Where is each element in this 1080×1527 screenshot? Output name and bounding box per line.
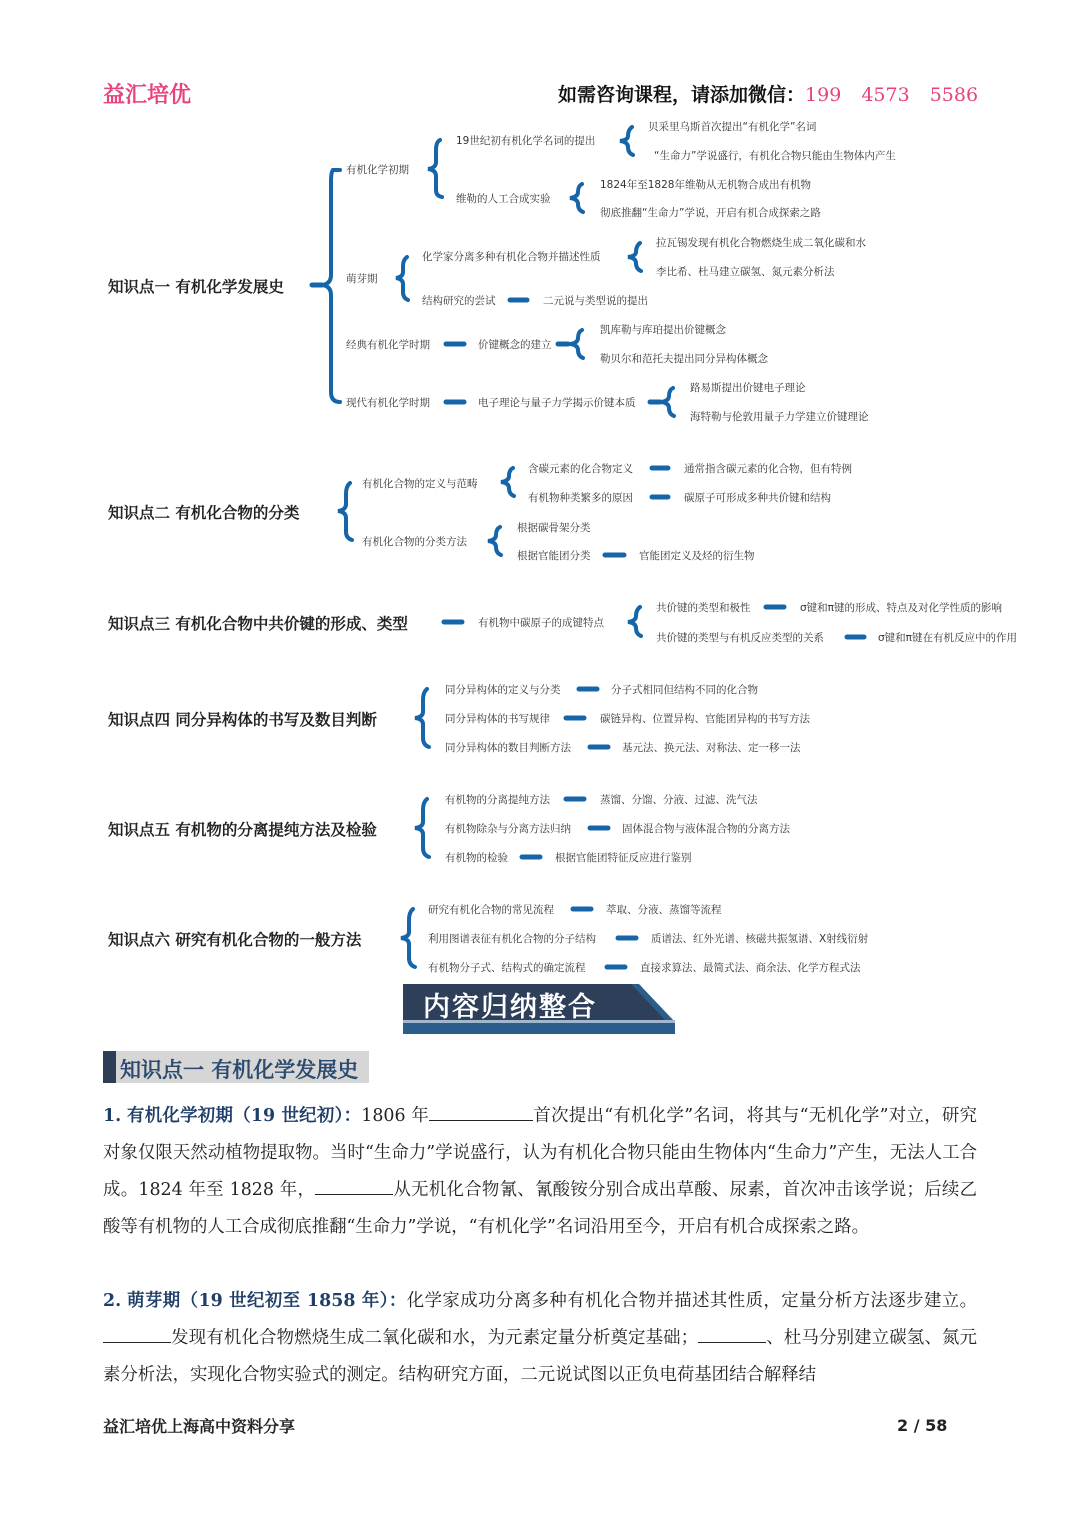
p2-number: 2. [103,1291,122,1311]
kp2-b2-s2: 根据官能团分类 [517,550,591,562]
kp3-s1l: σ键和π键的形成、特点及对化学性质的影响 [800,602,1002,614]
banner-title: 内容归纳整合 [423,992,597,1023]
kp6-s1: 研究有机化合物的常见流程 [428,904,554,916]
summary-banner [403,984,675,1034]
kp3-s2: 共价键的类型与有机反应类型的关系 [656,632,824,644]
kp4-s1l: 分子式相同但结构不同的化合物 [611,684,758,696]
kp1-brace [322,170,340,402]
kp2-b1-label: 有机化合物的定义与范畴 [362,478,478,490]
kp5-s1l: 蒸馏、分馏、分液、过滤、洗气法 [600,794,758,806]
kp4-s2l: 碳链异构、位置异构、官能团异构的书写方法 [600,713,810,725]
kp2-b2-s1: 根据碳骨架分类 [517,522,591,534]
kp6-title: 知识点六 研究有机化合物的一般方法 [108,931,362,949]
kp6-s2: 利用图谱表征有机化合物的分子结构 [428,933,596,945]
kp1-b4-mid: 电子理论与量子力学揭示价键本质 [478,397,636,409]
kp4-s3: 同分异构体的数目判断方法 [445,742,571,754]
kp1-b2-s1-label: 化学家分离多种有机化合物并描述性质 [422,251,601,263]
kp1-b4-label: 现代有机化学时期 [346,397,430,409]
kp1-b3-l2: 勒贝尔和范托夫提出同分异构体概念 [600,353,768,365]
kp4-s2: 同分异构体的书写规律 [445,713,550,725]
answer-blank[interactable] [429,1102,533,1121]
kp6-s3: 有机物分子式、结构式的确定流程 [428,962,586,974]
kp5-s3l: 根据官能团特征反应进行鉴别 [555,852,692,864]
kp2-b1-s2: 有机物种类繁多的原因 [528,492,633,504]
kp1-b1-s1-label: 19世纪初有机化学名词的提出 [456,135,596,147]
kp1-b1-s2-l2: 彻底推翻“生命力”学说，开启有机合成探索之路 [600,207,821,219]
kp5-s2: 有机物除杂与分离方法归纳 [445,823,571,835]
kp1-b2-s1-l2: 李比希、杜马建立碳氢、氮元素分析法 [656,266,835,278]
kp4-title: 知识点四 同分异构体的书写及数目判断 [108,711,377,729]
contact-label: 如需咨询课程，请添加微信： [558,84,806,106]
wechat-number: 199 4573 5586 [805,84,979,106]
p1-number: 1. [103,1106,122,1126]
kp5-s2l: 固体混合物与液体混合物的分离方法 [622,823,790,835]
answer-blank[interactable] [698,1324,766,1343]
answer-blank[interactable] [315,1176,393,1195]
page-number: 2 / 58 [897,1416,948,1435]
kp1-b3-label: 经典有机化学时期 [346,339,430,351]
kp1-b2-s1-l1: 拉瓦锡发现有机化合物燃烧生成二氧化碳和水 [656,237,866,249]
kp3-title: 知识点三 有机化合物中共价键的形成、类型 [108,615,408,633]
kp1-b4-l2: 海特勒与伦敦用量子力学建立价键理论 [690,411,869,423]
section-header-bar [103,1051,116,1083]
kp1-b3-mid: 价键概念的建立 [478,339,552,351]
kp4-s3l: 基元法、换元法、对称法、定一移一法 [622,742,801,754]
kp1-b1-label: 有机化学初期 [346,164,409,176]
kp5-title: 知识点五 有机物的分离提纯方法及检验 [108,821,377,839]
kp3-s2l: σ键和π键在有机反应中的作用 [878,632,1017,644]
p1-text-2: 首次提出“有机化学”名词，将其与“无机化学”对立，研究对象仅限天然动植物提取物。当时“生命力”学说盛行，认为有机化合物只能由生物体内“生命力”产生，无法人工合成。1824 年至 1828 年， [103,1106,977,1200]
kp1-b2-s2-label: 结构研究的尝试 [422,295,496,307]
section-title: 知识点一 有机化学发展史 [120,1058,359,1082]
kp2-b2-s2l: 官能团定义及烃的衍生物 [639,550,755,562]
kp3-mid: 有机物中碳原子的成键特点 [478,617,604,629]
kp5-s1: 有机物的分离提纯方法 [445,794,550,806]
answer-blank[interactable] [103,1324,171,1343]
kp6-s2l: 质谱法、红外光谱、核磁共振氢谱、X射线衍射 [651,933,869,945]
kp5-s3: 有机物的检验 [445,852,508,864]
kp2-b1-s1l: 通常指含碳元素的化合物，但有特例 [684,463,852,475]
kp1-b3-l1: 凯库勒与库珀提出价键概念 [600,324,726,336]
section-header [103,1051,369,1083]
kp2-b1-s1: 含碳元素的化合物定义 [528,463,633,475]
p2-text-2: 发现有机化合物燃烧生成二氧化碳和水，为元素定量分析奠定基础； [171,1328,699,1348]
p1-text-1: 1806 年 [361,1106,430,1126]
kp1-b1-s2-l1: 1824年至1828年维勒从无机物合成出有机物 [600,179,811,191]
kp1-b2-label: 萌芽期 [346,273,378,285]
p2-heading: 萌芽期（19 世纪初至 1858 年）： [127,1291,407,1311]
kp1-title: 知识点一 有机化学发展史 [108,278,284,296]
p2-text-3: 、杜马分别建立碳氢、氮元素分析法，实现化合物实验式的测定。结构研究方面，二元说试图以正负电荷基团结合解释结 [103,1328,977,1385]
kp1-b2-s2-l1: 二元说与类型说的提出 [543,295,648,307]
kp2-b1-s2l: 碳原子可形成多种共价键和结构 [684,492,831,504]
footer-text: 益汇培优上海高中资料分享 [103,1417,296,1436]
kp6-s1l: 萃取、分液、蒸馏等流程 [606,904,722,916]
kp1-b1-s1-l2: “生命力”学说盛行，有机化合物只能由生物体内产生 [654,150,896,162]
kp2-b2-label: 有机化合物的分类方法 [362,536,467,548]
kp3-s1: 共价键的类型和极性 [656,602,751,614]
p1-text-3: 从无机化合物氰、氰酸铵分别合成出草酸、尿素，首次冲击该学说；后续乙酸等有机物的人工合成彻底推翻“生命力”学说，“有机化学”名词沿用至今，开启有机合成探索之路。 [103,1180,977,1237]
p1-heading: 有机化学初期（19 世纪初）： [127,1106,362,1126]
kp1-b4-l1: 路易斯提出价键电子理论 [690,382,806,394]
paragraph-2 [103,1283,977,1394]
kp2-title: 知识点二 有机化合物的分类 [108,504,300,522]
kp4-s1: 同分异构体的定义与分类 [445,684,561,696]
p2-text-1: 化学家成功分离多种有机化合物并描述其性质，定量分析方法逐步建立。 [406,1291,978,1311]
kp1-b1-s2-label: 维勒的人工合成实验 [456,193,551,205]
kp1-b1-s1-l1: 贝采里乌斯首次提出“有机化学”名词 [648,121,817,133]
paragraph-1 [103,1098,977,1246]
kp6-s3l: 直接求算法、最简式法、商余法、化学方程式法 [640,962,861,974]
brand-logo: 益汇培优 [103,82,192,108]
